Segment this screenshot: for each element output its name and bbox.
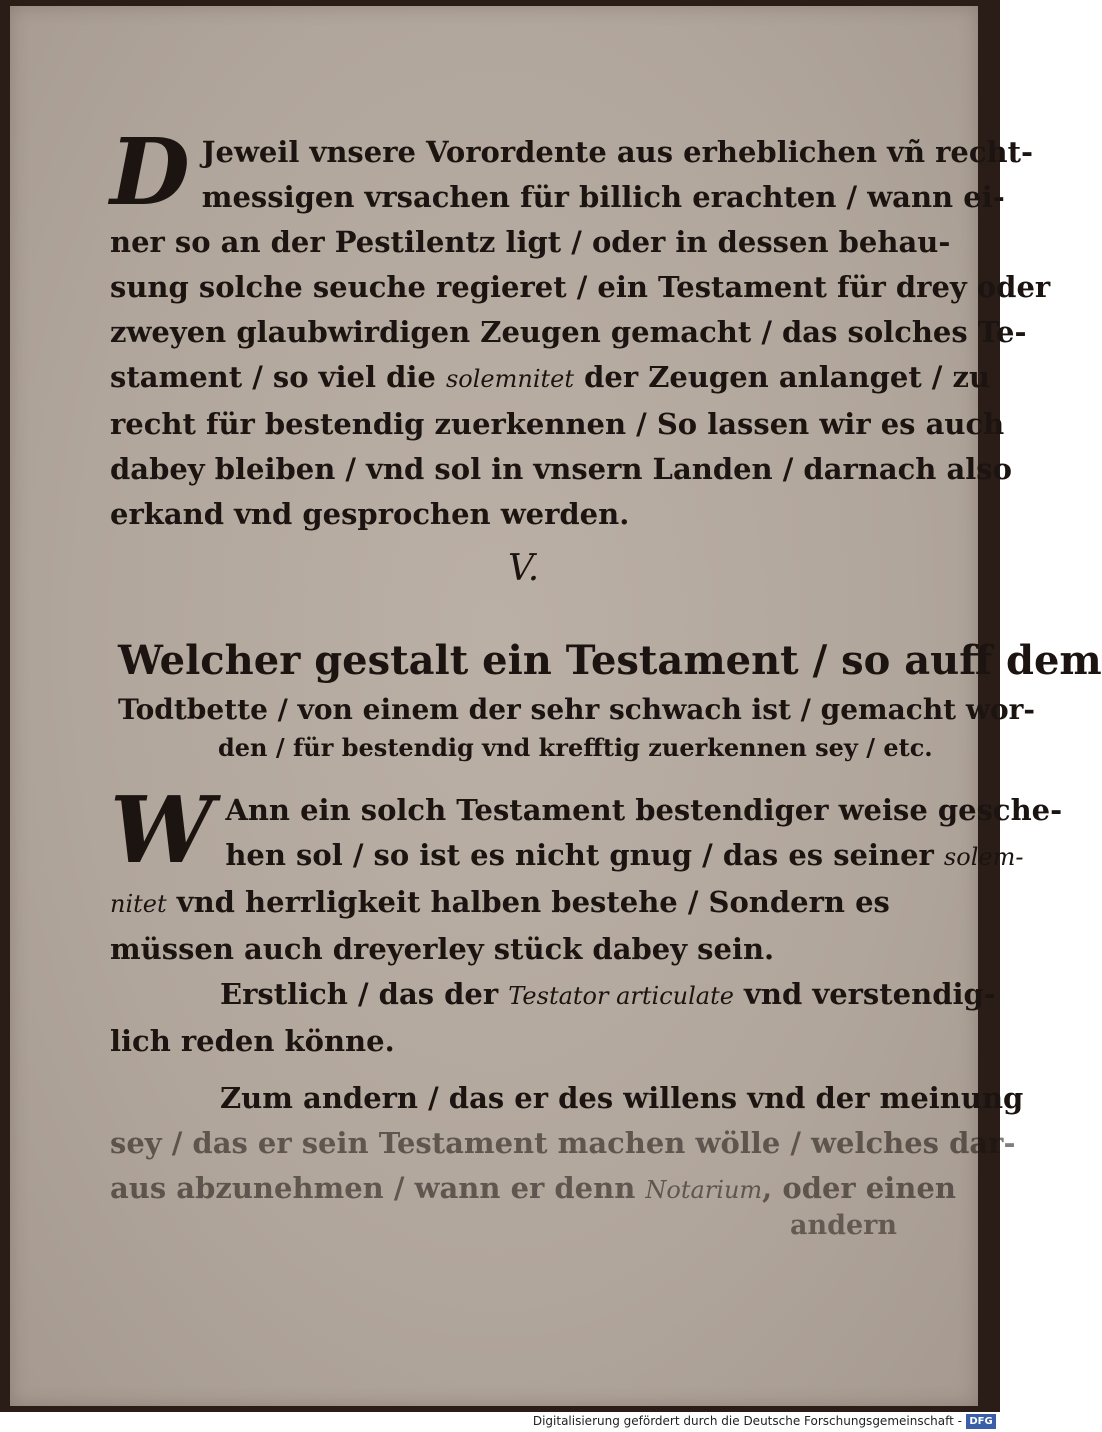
text-line: recht für bestendig zuerkennen / So lassen wir es auch [110,407,1005,441]
text-fragment: vnd verstendig- [744,977,996,1011]
text-fragment: Erstlich / das der [220,977,499,1011]
text-fragment: , oder einen [762,1171,956,1205]
text-line: müssen auch dreyerley stück dabey sein. [110,932,775,966]
text-line: erkand vnd gesprochen werden. [110,497,630,531]
text-fragment: der Zeugen anlanget / zu [584,360,991,394]
text-line: Ann ein solch Testament bestendiger weise gesche- [225,793,1063,827]
drop-cap-initial: D [110,118,190,226]
catchword: andern [790,1210,898,1241]
text-line [110,355,991,402]
drop-cap-initial: W [110,776,214,884]
italic-term: Notarium [645,1176,763,1204]
paragraph-2 [110,776,1063,972]
paragraph-3 [110,972,996,1064]
section-heading [118,632,1102,766]
footer-bar [0,1412,1000,1432]
text-line: Jeweil vnsere Vorordente aus erheblichen vñ recht- [201,135,1034,169]
text-line [220,972,996,1019]
text-fragment: vnd herrligkeit halben bestehe / Sondern es [176,885,890,919]
italic-term: Testator articulate [508,982,734,1010]
section-number: V. [508,548,540,589]
heading-line-2: Todtbette / von einem der sehr schwach ist / gemacht wor- [118,693,1036,726]
text-line: ner so an der Pestilentz ligt / oder in dessen behau- [110,225,951,259]
italic-term: solemnitet [445,365,574,393]
text-line: messigen vrsachen für billich erachten / wann ei- [201,180,1005,214]
text-line [110,1166,956,1213]
text-line: Zum andern / das er des willens vnd der meinung [220,1081,1024,1115]
text-fragment: hen sol / so ist es nicht gnug / das es seiner [225,838,934,872]
text-line: sey / das er sein Testament machen wölle / welches dar- [110,1126,1016,1160]
text-line: dabey bleiben / vnd sol in vnsern Landen / darnach also [110,452,1012,486]
text-line: zweyen glaubwirdigen Zeugen gemacht / das solches Te- [110,315,1027,349]
text-fragment: aus abzunehmen / wann er denn [110,1171,636,1205]
italic-term: nitet [110,890,167,918]
text-line [110,880,945,927]
heading-line-3: den / für bestendig vnd krefftig zuerkennen sey / etc. [218,733,933,762]
dfg-logo-icon: DFG [966,1414,996,1429]
italic-term: solem- [943,843,1024,871]
paragraph-4 [110,1076,1024,1213]
text-line: sung solche seuche regieret / ein Testament für drey oder [110,270,1051,304]
funding-credit: Digitalisierung gefördert durch die Deutsche Forschungsgemeinschaft - [532,1414,962,1428]
text-fragment: stament / so viel die [110,360,436,394]
text-line: lich reden könne. [110,1024,395,1058]
paragraph-1 [110,118,1051,537]
heading-line-1: Welcher gestalt ein Testament / so auff dem [118,637,1102,684]
text-line [110,833,1024,880]
